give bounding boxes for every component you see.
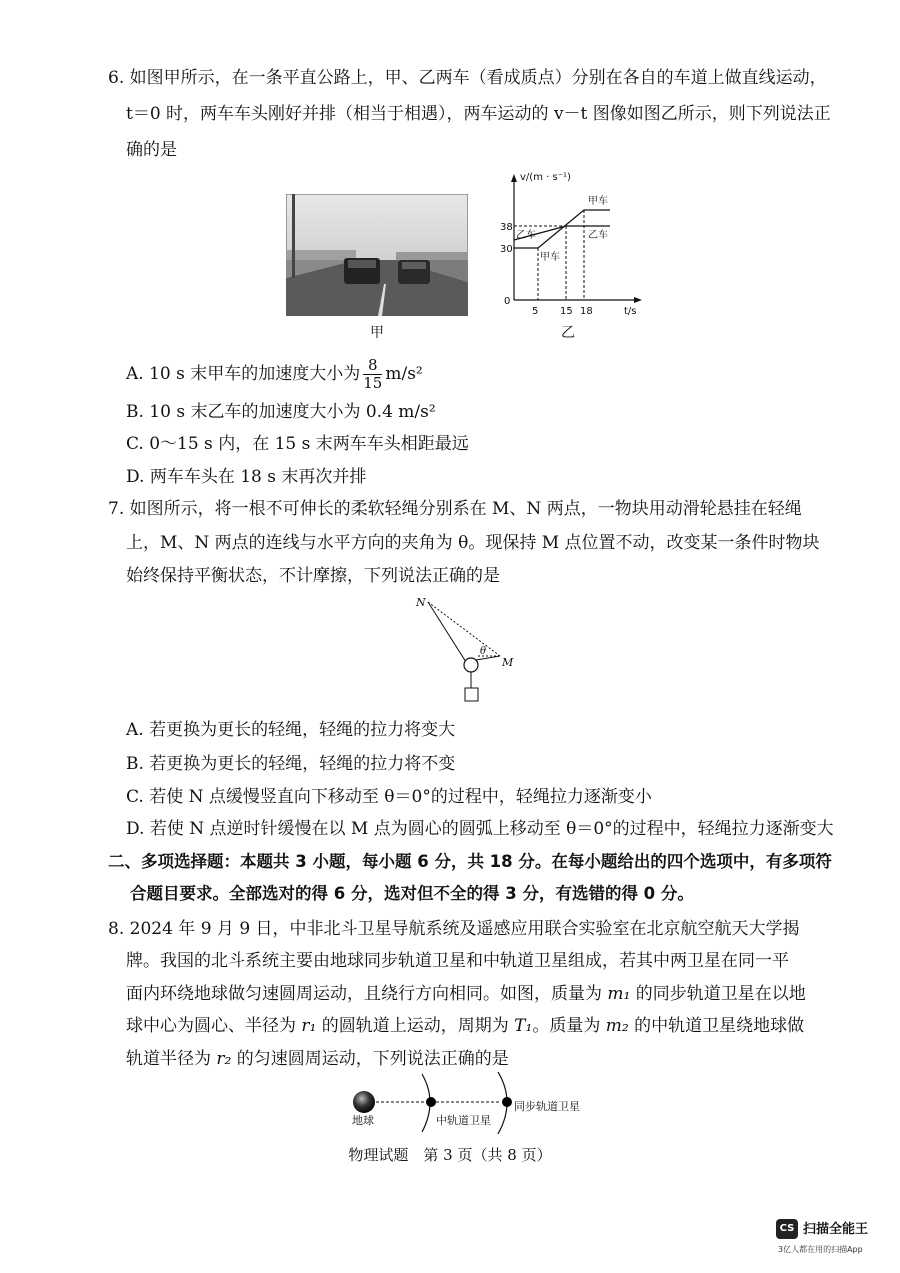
q8-line-1: 8. 2024 年 9 月 9 日，中非北斗卫星导航系统及遥感应用联合实验室在北京航空航天大学揭 xyxy=(108,919,800,939)
pulley xyxy=(464,658,478,672)
var-T1: T₁ xyxy=(514,1016,533,1036)
line-jia-rise xyxy=(538,210,584,248)
q8-line-4a: 球中心为圆心、半径为 xyxy=(126,1016,302,1036)
label-jia-bottom: 甲车 xyxy=(540,252,560,263)
q7-option-a: A. 若更换为更长的轻绳，轻绳的拉力将变大 xyxy=(126,720,456,740)
vt-graph xyxy=(500,168,650,316)
mid-satellite xyxy=(426,1097,436,1107)
q8-line-5 xyxy=(126,1047,509,1071)
y-axis-label: v/(m · s⁻¹) xyxy=(520,172,571,183)
q7-line-2: 上，M、N 两点的连线与水平方向的夹角为 θ。现保持 M 点位置不动，改变某一条件时物块 xyxy=(126,533,820,553)
block xyxy=(465,688,478,701)
q8-line-4e: 。质量为 xyxy=(532,1016,606,1036)
q8-line-4 xyxy=(126,1014,804,1038)
q6-line-2: t＝0 时，两车车头刚好并排（相当于相遇），两车运动的 v－t 图像如图乙所示，则下列说法正 xyxy=(126,104,831,124)
xtick-15: 15 xyxy=(560,306,573,316)
sync-satellite xyxy=(502,1097,512,1107)
page-footer: 物理试题 第 3 页（共 8 页） xyxy=(348,1146,552,1164)
pulley-diagram xyxy=(412,592,522,710)
label-sync-satellite: 同步轨道卫星 xyxy=(514,1100,580,1113)
label-earth: 地球 xyxy=(352,1114,374,1127)
label-theta: θ xyxy=(480,646,487,657)
q6-line-3: 确的是 xyxy=(126,140,177,160)
q8-line-4g: 的中轨道卫星绕地球做 xyxy=(628,1016,805,1036)
q7-option-d: D. 若使 N 点逆时针缓慢在以 M 点为圆心的圆弧上移动至 θ＝0°的过程中，轻绳拉力逐渐变大 xyxy=(126,819,834,839)
q6-option-a-unit: m/s² xyxy=(385,364,423,384)
graph-caption: 乙 xyxy=(561,325,575,341)
q6-option-a-text: A. 10 s 末甲车的加速度大小为 xyxy=(126,364,361,384)
section2-line-1: 二、多项选择题：本题共 3 小题，每小题 6 分，共 18 分。在每小题给出的四个选项中，有多项符 xyxy=(108,852,832,871)
q7-option-c: C. 若使 N 点缓慢竖直向下移动至 θ＝0°的过程中，轻绳拉力逐渐变小 xyxy=(126,787,652,807)
fraction xyxy=(363,357,382,392)
camscanner-name: 扫描全能王 xyxy=(803,1222,869,1237)
q7-line-3: 始终保持平衡状态，不计摩擦，下列说法正确的是 xyxy=(126,566,500,586)
q8-line-5a: 轨道半径为 xyxy=(126,1049,217,1069)
fraction-denominator: 15 xyxy=(363,374,383,392)
xtick-18: 18 xyxy=(580,306,593,316)
label-N: N xyxy=(416,596,426,609)
q6-option-a xyxy=(126,357,423,392)
q6-option-c: C. 0～15 s 内，在 15 s 末两车车头相距最远 xyxy=(126,434,469,454)
camscanner-logo: CS xyxy=(776,1219,798,1239)
q7-line-1: 7. 如图所示，将一根不可伸长的柔软轻绳分别系在 M、N 两点，一物块用动滑轮悬挂在轻绳 xyxy=(108,499,802,519)
xtick-5: 5 xyxy=(532,306,539,316)
label-M: M xyxy=(502,656,514,669)
label-yi-right: 乙车 xyxy=(588,230,608,241)
ytick-38: 38 xyxy=(500,222,513,233)
earth xyxy=(353,1091,375,1113)
q8-line-4c: 的圆轨道上运动，周期为 xyxy=(316,1016,515,1036)
var-r2: r₂ xyxy=(216,1049,232,1069)
ytick-30: 30 xyxy=(500,244,513,255)
car-photo xyxy=(286,194,468,316)
q8-line-5c: 的匀速圆周运动，下列说法正确的是 xyxy=(231,1049,509,1069)
origin-label: 0 xyxy=(504,296,511,307)
q8-line-3c: 的同步轨道卫星在以地 xyxy=(630,984,806,1004)
var-m2: m₂ xyxy=(605,1016,629,1036)
q7-option-b: B. 若更换为更长的轻绳，轻绳的拉力将不变 xyxy=(126,754,456,774)
fraction-numerator: 8 xyxy=(363,357,382,375)
q6-option-b: B. 10 s 末乙车的加速度大小为 0.4 m/s² xyxy=(126,402,436,422)
section2-line-2: 合题目要求。全部选对的得 6 分，选对但不全的得 3 分，有选错的得 0 分。 xyxy=(130,884,694,903)
q6-option-d: D. 两车车头在 18 s 末再次并排 xyxy=(126,467,367,487)
satellite-diagram xyxy=(340,1072,630,1134)
label-jia-top: 甲车 xyxy=(588,196,608,207)
photo-caption: 甲 xyxy=(370,325,384,341)
q8-line-2: 牌。我国的北斗系统主要由地球同步轨道卫星和中轨道卫星组成，若其中两卫星在同一平 xyxy=(126,951,789,971)
x-axis-label: t/s xyxy=(624,306,637,316)
var-r1: r₁ xyxy=(301,1016,317,1036)
q8-line-3 xyxy=(126,982,806,1006)
camscanner-tagline: 3亿人都在用的扫描App xyxy=(778,1245,863,1254)
q8-line-3a: 面内环绕地球做匀速圆周运动，且绕行方向相同。如图，质量为 xyxy=(126,984,608,1004)
var-m1: m₁ xyxy=(607,984,631,1004)
label-mid-satellite: 中轨道卫星 xyxy=(436,1114,491,1127)
label-yi-left: 乙车 xyxy=(516,230,536,241)
q6-line-1: 6. 如图甲所示，在一条平直公路上，甲、乙两车（看成质点）分别在各自的车道上做直线运动， xyxy=(108,68,827,88)
